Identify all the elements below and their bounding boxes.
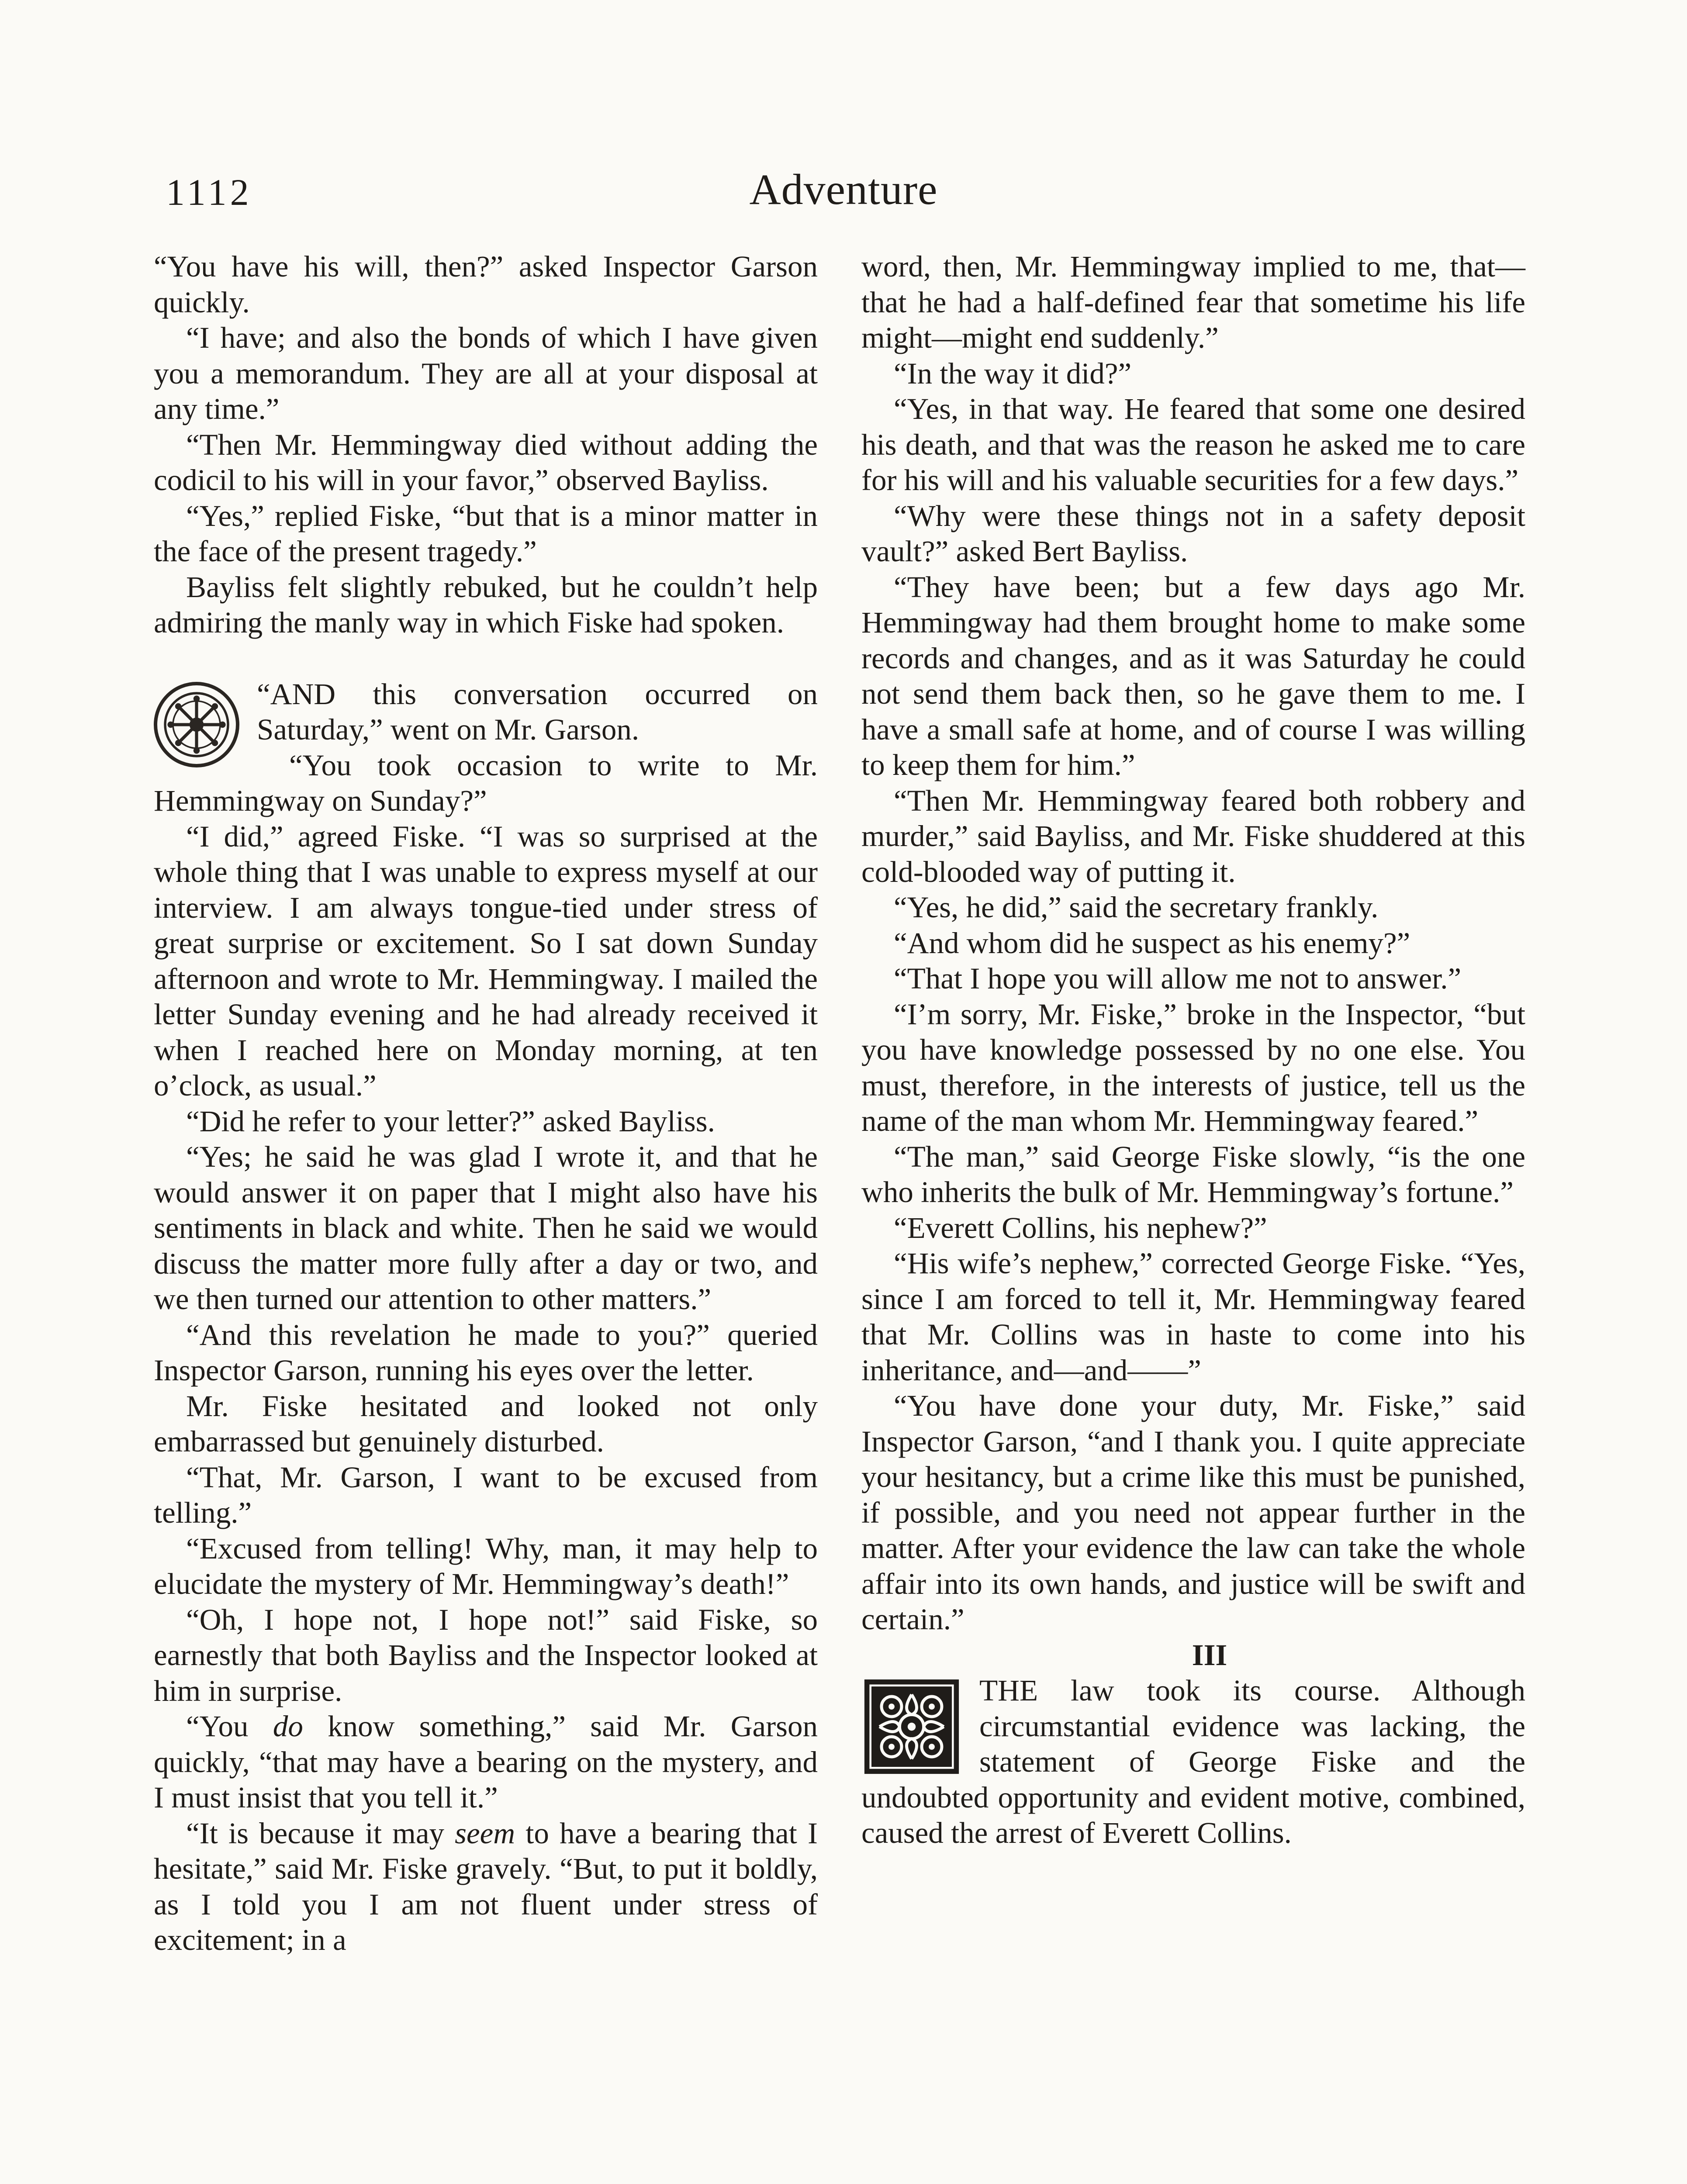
paragraph: “You have his will, then?” asked Inspector Garson quickly.	[154, 250, 818, 319]
paragraph: “The man,” said George Fiske slowly, “is the one who inherits the bulk of Mr. Hemmingway’s fortune.”	[861, 1140, 1525, 1209]
paragraph: “They have been; but a few days ago Mr. Hemmingway had them brought home to make some records and changes, and as it was Saturday he could not send them back then, so he gave them to me. I have a small safe at home, and of course I was willing to keep them for him.”	[861, 570, 1525, 781]
paragraph-text: “AND this conversation occurred on Saturday,” went on Mr. Garson.	[257, 677, 818, 746]
section-number: III	[1192, 1638, 1227, 1672]
section-opening-paragraph	[861, 1673, 1525, 1851]
wheel-ornament-icon	[154, 682, 239, 767]
text-run: “You	[186, 1710, 273, 1743]
running-title: Adventure	[749, 165, 938, 214]
paragraph: “Oh, I hope not, I hope not!” said Fiske, so earnestly that both Bayliss and the Inspector looked at him in surprise.	[154, 1603, 818, 1707]
paragraph: “That I hope you will allow me not to answer.”	[894, 962, 1462, 995]
text-run: to have a bearing that I hesitate,” said Mr. Fiske gravely. “But, to put it boldly, as I told you I am not fluent under stress of excitement; in a	[154, 1816, 818, 1956]
paragraph: “And this revelation he made to you?” queried Inspector Garson, running his eyes over the letter.	[154, 1318, 818, 1387]
paragraph-text: THE law took its course. Although circumstantial evidence was lacking, the statement of George Fiske and the undoubted opportunity and evident motive, combined, caused the arrest of Everett Collins.	[861, 1674, 1525, 1849]
section-opening-paragraph	[154, 677, 818, 748]
paragraph: “Excused from telling! Why, man, it may help to elucidate the mystery of Mr. Hemmingway’s death!”	[154, 1531, 818, 1600]
paragraph: “Yes,” replied Fiske, “but that is a minor matter in the face of the present tragedy.”	[154, 499, 818, 568]
paragraph: “Then Mr. Hemmingway died without adding the codicil to his will in your favor,” observed Bayliss.	[154, 428, 818, 497]
page-number: 1112	[166, 171, 252, 213]
paragraph: Mr. Fiske hesitated and looked not only embarrassed but genuinely disturbed.	[154, 1389, 818, 1458]
paragraph: word, then, Mr. Hemmingway implied to me, that—that he had a half-defined fear that sometime his life might—might end suddenly.”	[861, 250, 1525, 354]
paragraph: “In the way it did?”	[894, 356, 1132, 390]
paragraph: Bayliss felt slightly rebuked, but he couldn’t help admiring the manly way in which Fiske had spoken.	[154, 570, 818, 639]
paragraph: “Why were these things not in a safety deposit vault?” asked Bert Bayliss.	[861, 499, 1525, 568]
paragraph: “Yes, he did,” said the secretary frankly.	[894, 891, 1379, 924]
paragraph: “Everett Collins, his nephew?”	[894, 1211, 1267, 1244]
text-run: know something,” said Mr. Garson quickly, “that may have a bearing on the mystery, and I must insist that you tell it.”	[154, 1710, 818, 1814]
paragraph: “I’m sorry, Mr. Fiske,” broke in the Inspector, “but you have knowledge possessed by no one else. You must, therefore, in the interests of justice, tell us the name of the man whom Mr. Hemmingway feared.”	[861, 997, 1525, 1137]
paragraph	[154, 1816, 818, 1958]
paragraph: “You took occasion to write to Mr. Hemmingway on Sunday?”	[154, 748, 818, 817]
paragraph: “Yes; he said he was glad I wrote it, and that he would answer it on paper that I might also have his sentiments in black and white. Then he said we would discuss the matter more fully after a day or two, and we then turned our attention to other matters.”	[154, 1140, 818, 1316]
paragraph: “His wife’s nephew,” corrected George Fiske. “Yes, since I am forced to tell it, Mr. Hemmingway feared that Mr. Collins was in haste to come into his inheritance, and—and——”	[861, 1247, 1525, 1387]
right-column	[861, 249, 1525, 1851]
paragraph	[154, 1709, 818, 1816]
left-column	[154, 249, 818, 1958]
paragraph: “I did,” agreed Fiske. “I was so surprised at the whole thing that I was unable to express myself at our interview. I am always tongue-tied under stress of great surprise or excitement. So I sat down Sunday afternoon and wrote to Mr. Hemmingway. I mailed the letter Sunday evening and he had already received it when I reached here on Monday morning, at ten o’clock, as usual.”	[154, 819, 818, 1102]
emphasis: do	[273, 1710, 303, 1743]
paragraph: “You have done your duty, Mr. Fiske,” said Inspector Garson, “and I thank you. I quite appreciate your hesitancy, but a crime like this must be punished, if possible, and you need not appear further in the matter. After your evidence the law can take the whole affair into its own hands, and justice will be swift and certain.”	[861, 1389, 1525, 1636]
emphasis: seem	[455, 1816, 515, 1850]
text-run: “It is because it may	[186, 1816, 455, 1850]
paragraph: “And whom did he suspect as his enemy?”	[894, 926, 1410, 960]
paragraph: “Then Mr. Hemmingway feared both robbery and murder,” said Bayliss, and Mr. Fiske shuddered at this cold-blooded way of putting it.	[861, 784, 1525, 888]
floral-square-ornament-icon	[861, 1676, 962, 1777]
paragraph: “That, Mr. Garson, I want to be excused from telling.”	[154, 1460, 818, 1529]
paragraph: “Yes, in that way. He feared that some one desired his death, and that was the reason he asked me to care for his will and his valuable securities for a few days.”	[861, 392, 1525, 497]
paragraph: “I have; and also the bonds of which I have given you a memorandum. They are all at your disposal at any time.”	[154, 321, 818, 425]
paragraph: “Did he refer to your letter?” asked Bayliss.	[186, 1104, 715, 1138]
